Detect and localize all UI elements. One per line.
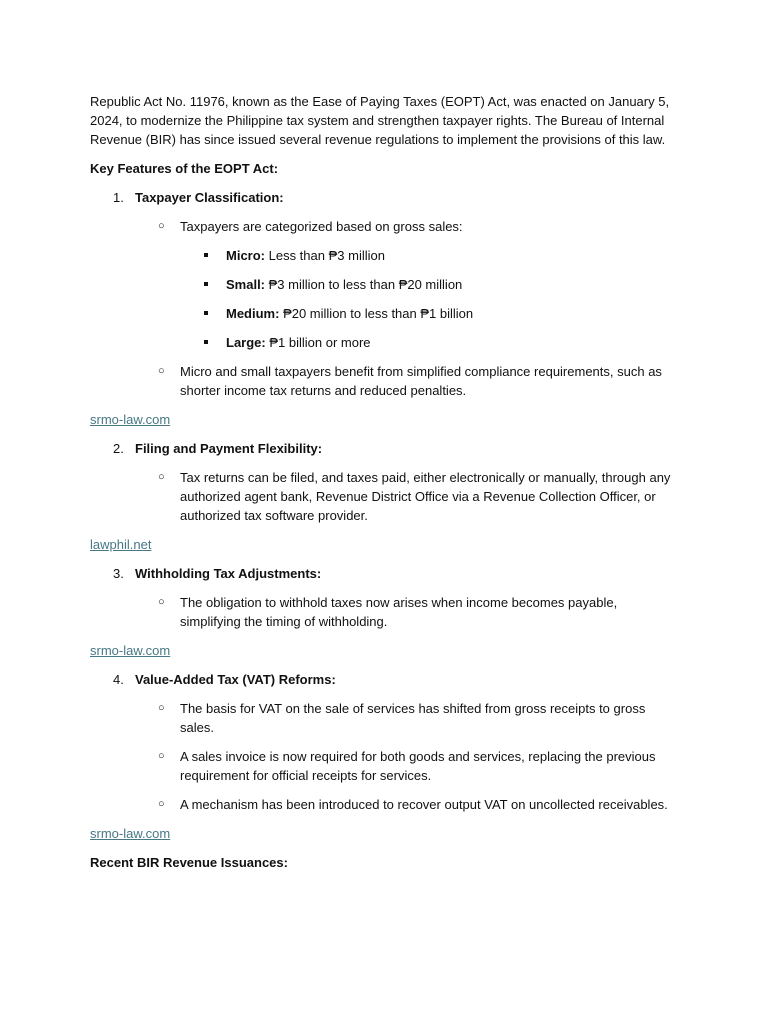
section-number: 1. bbox=[113, 190, 124, 205]
bullet-text: A mechanism has been introduced to recover output VAT on uncollected receivables. bbox=[180, 797, 668, 812]
section-item bbox=[90, 188, 680, 207]
intro-paragraph: Republic Act No. 11976, known as the Ease of Paying Taxes (EOPT) Act, was enacted on January 5, 2024, to modernize the Philippine tax system and strengthen taxpayer rights. The Bureau of Internal Revenue (BIR) has since issued several revenue regulations to implement the provisions of this law. bbox=[90, 94, 670, 147]
bullet-text: The basis for VAT on the sale of services has shifted from gross receipts to gross sales. bbox=[180, 701, 646, 735]
section-number: 3. bbox=[113, 566, 124, 581]
section-number: 4. bbox=[113, 672, 124, 687]
hollow-circle-icon: ○ bbox=[158, 702, 165, 714]
bullet-item bbox=[90, 795, 680, 814]
hollow-circle-icon: ○ bbox=[158, 471, 165, 483]
bullet-text: The obligation to withhold taxes now arises when income becomes payable, simplifying the timing of withholding. bbox=[180, 595, 618, 629]
bullet-text: Taxpayers are categorized based on gross sales: bbox=[180, 219, 463, 234]
source-link[interactable]: lawphil.net bbox=[90, 537, 152, 552]
class-text: Less than ₱3 million bbox=[265, 248, 385, 263]
bullet-text: Tax returns can be filed, and taxes paid, either electronically or manually, through any authorized agent bank, Revenue District Office via a Revenue Collection Officer, or authorized tax software provider. bbox=[180, 470, 671, 523]
section-item bbox=[90, 670, 680, 689]
hollow-circle-icon: ○ bbox=[158, 365, 165, 377]
source-link[interactable]: srmo-law.com bbox=[90, 412, 171, 427]
class-item bbox=[90, 246, 680, 265]
class-item bbox=[90, 333, 680, 352]
section-title: Value-Added Tax (VAT) Reforms: bbox=[135, 672, 336, 687]
recent-issuances-heading: Recent BIR Revenue Issuances: bbox=[90, 855, 288, 870]
bullet-text: A sales invoice is now required for both goods and services, replacing the previous requirement for official receipts for services. bbox=[180, 749, 656, 783]
section-item bbox=[90, 564, 680, 583]
section-number: 2. bbox=[113, 441, 124, 456]
bullet-item bbox=[90, 362, 680, 400]
document-page bbox=[90, 92, 680, 882]
bullet-item bbox=[90, 699, 680, 737]
bullet-item bbox=[90, 468, 680, 525]
hollow-circle-icon: ○ bbox=[158, 798, 165, 810]
square-bullet-icon bbox=[204, 311, 208, 315]
class-label: Small: bbox=[226, 277, 266, 292]
section-item bbox=[90, 439, 680, 458]
class-text: ₱1 billion or more bbox=[265, 335, 371, 350]
hollow-circle-icon: ○ bbox=[158, 750, 165, 762]
class-label: Large: bbox=[226, 335, 266, 350]
bullet-text: Micro and small taxpayers benefit from simplified compliance requirements, such as shorter income tax returns and reduced penalties. bbox=[180, 364, 662, 398]
class-text: ₱3 million to less than ₱20 million bbox=[265, 277, 463, 292]
class-item bbox=[90, 275, 680, 294]
bullet-item bbox=[90, 217, 680, 236]
source-link[interactable]: srmo-law.com bbox=[90, 643, 171, 658]
class-label: Micro: bbox=[226, 248, 265, 263]
class-item bbox=[90, 304, 680, 323]
source-link[interactable]: srmo-law.com bbox=[90, 826, 171, 841]
section-title: Withholding Tax Adjustments: bbox=[135, 566, 322, 581]
square-bullet-icon bbox=[204, 282, 208, 286]
class-text: ₱20 million to less than ₱1 billion bbox=[279, 306, 474, 321]
bullet-item bbox=[90, 593, 680, 631]
square-bullet-icon bbox=[204, 340, 208, 344]
bullet-item bbox=[90, 747, 680, 785]
section-title: Filing and Payment Flexibility: bbox=[135, 441, 323, 456]
hollow-circle-icon: ○ bbox=[158, 220, 165, 232]
square-bullet-icon bbox=[204, 253, 208, 257]
class-label: Medium: bbox=[226, 306, 280, 321]
key-features-heading: Key Features of the EOPT Act: bbox=[90, 161, 279, 176]
section-title: Taxpayer Classification: bbox=[135, 190, 284, 205]
hollow-circle-icon: ○ bbox=[158, 596, 165, 608]
